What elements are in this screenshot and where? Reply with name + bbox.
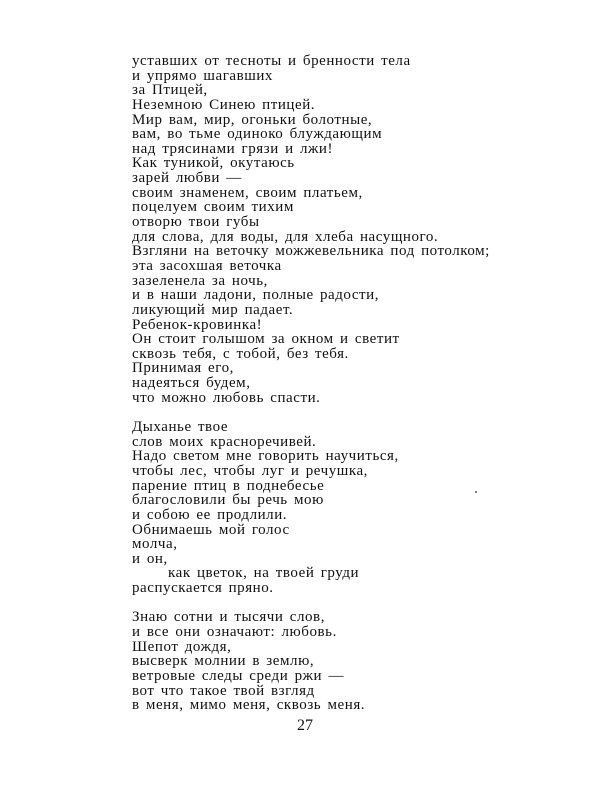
poem-line: парение птиц в поднебесье	[132, 477, 325, 494]
poem-line: и в наши ладони, полные радости,	[132, 287, 380, 304]
poem-line: за Птицей,	[132, 82, 208, 99]
poem-line: и упрямо шагавших	[132, 67, 273, 84]
poem-line: молча,	[132, 536, 178, 553]
poem-line: эта засохшая веточка	[132, 257, 282, 274]
poem-line: благословили бы речь мою	[132, 492, 324, 509]
poem-line: Он стоит голышом за окном и светит	[132, 331, 400, 348]
poem-line: и все они означают: любовь.	[132, 623, 337, 640]
poem-line: распускается пряно.	[132, 580, 274, 597]
poem-line: своим знаменем, своим платьем,	[132, 184, 363, 201]
poem-line: вот что такое твой взгляд	[132, 682, 315, 699]
poem-line: зарей любви —	[132, 170, 242, 187]
poem-line: Шепот дождя,	[132, 638, 232, 655]
poem-line: слов моих красноречивей.	[132, 433, 317, 450]
stanza	[132, 610, 552, 712]
poem-line: что можно любовь спасти.	[132, 389, 321, 406]
poem-line: Мир вам, мир, огоньки болотные,	[132, 111, 373, 128]
poem-line: Неземною Синею птицей.	[132, 96, 316, 113]
poem-line: Надо светом мне говорить научиться,	[132, 448, 399, 465]
poem-line: надеяться будем,	[132, 375, 251, 392]
poem-line: чтобы лес, чтобы луг и речушка,	[132, 462, 368, 479]
poem-line: Знаю сотни и тысячи слов,	[132, 609, 325, 626]
poem-line: как цветок, на твоей груди	[168, 565, 360, 582]
poem-line: вам, во тьме одиноко блуждающим	[132, 126, 383, 143]
poem-line: в меня, мимо меня, сквозь меня.	[132, 697, 366, 714]
poem-line: Ребенок-кровинка!	[132, 316, 263, 333]
poem-line: и он,	[132, 550, 168, 567]
poem-line: Принимая его,	[132, 360, 234, 377]
poem-line: зазеленела за ночь,	[132, 272, 268, 289]
poem-line: ликующий мир падает.	[132, 301, 294, 318]
print-speck	[475, 491, 477, 493]
poem-line: отворю твои губы	[132, 214, 260, 231]
poem-line: для слова, для воды, для хлеба насущного.	[132, 228, 439, 245]
poem-line: уставших от тесноты и бренности тела	[132, 53, 411, 69]
poem-text	[132, 54, 552, 727]
poem-line: высверк молнии в землю,	[132, 653, 315, 670]
poem-line: поцелуем своим тихим	[132, 199, 294, 216]
page-number: 27	[297, 717, 313, 734]
poem-line: Дыханье твое	[132, 419, 229, 436]
stanza	[132, 54, 552, 405]
poem-line: и собою ее продлили.	[132, 506, 288, 523]
poem-line: над трясинами грязи и лжи!	[132, 140, 334, 157]
stanza	[132, 420, 552, 596]
poem-line: сквозь тебя, с тобой, без тебя.	[132, 345, 349, 362]
poem-line: ветровые следы среди ржи —	[132, 667, 344, 684]
poem-line: Как туникой, окутаюсь	[132, 155, 295, 172]
poem-line: Взгляни на веточку можжевельника под потолком;	[132, 243, 490, 260]
poem-line: Обнимаешь мой голос	[132, 521, 290, 538]
